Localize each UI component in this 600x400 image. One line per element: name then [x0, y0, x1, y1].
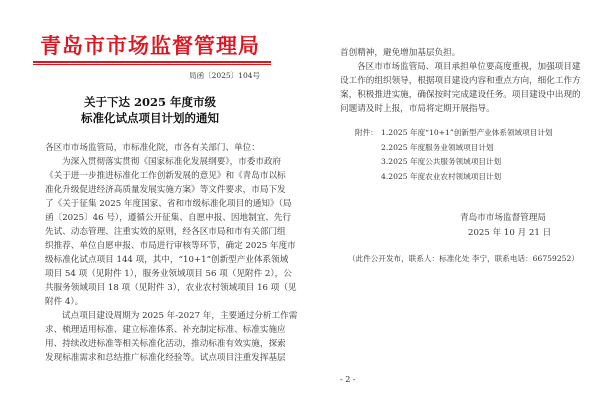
body-line: 求、梳理适用标准、建立标准体系、补充制定标准、标准实施应: [45, 325, 286, 335]
body-line: 用、持续改进标准等相关标准化活动，推动标准有效实施，探索: [45, 339, 286, 349]
masthead: 青岛市市场监督管理局: [40, 33, 260, 58]
body-line: 设工作的组织领导，根据项目建设内容和重点方向，细化工作方: [340, 76, 581, 86]
body-line: 发现标准需求和总结推广标准化经验等。试点项目注重发挥基层: [45, 353, 286, 363]
body-line: 项目 54 项（见附件 1），服务业领域项目 56 项（见附件 2），公: [45, 269, 292, 279]
signature: 青岛市市场监督管理局: [460, 213, 546, 223]
doc-number: 局函〔2025〕104号: [189, 71, 260, 80]
body-line: 案，积极推进实施，确保按时完成建设任务。项目建设中出现的: [340, 90, 581, 100]
salutation: 各区市市场监管局，市标准化院，市各有关部门、单位：: [45, 143, 260, 153]
body-line: 为深入贯彻落实贯彻《国家标准化发展纲要》，市委市政府: [62, 157, 282, 167]
body-line: 首创精神，避免增加基层负担。: [340, 48, 461, 58]
contact-info: （此件公开发布，联系人：标准化处 李宁，联系电话：66759252）: [348, 254, 579, 263]
body-line: 问题请及时上报，市局将定期开展指导。: [340, 104, 495, 114]
attachment-item: 2.2025 年度服务业领域项目计划: [381, 142, 494, 152]
red-divider-thin: [33, 64, 271, 65]
date: 2025 年 10 月 21 日: [468, 228, 552, 238]
red-divider: [33, 61, 271, 63]
body-line: 各区市市场监管局、项目承担单位要高度重视，加强项目建: [357, 62, 581, 72]
page-number: - 2 -: [340, 375, 356, 384]
body-line: 函〔2025〕46 号），遵循公开征集、自愿申报、因地制宜、先行: [45, 213, 292, 223]
body-line: 织推荐、单位自愿申报、市局进行审核等环节，确定 2025 年度市: [45, 241, 296, 251]
body-line: 先试、动态管理、注重实效的原则，经各区市局和市有关部门组: [45, 227, 286, 237]
body-line: 准化升级促进经济高质量发展实施方案》等文件要求，市局下发: [45, 185, 286, 195]
body-line: 附件 4）。: [45, 297, 84, 307]
doc-title-line-1: 关于下达 2025 年度市级: [83, 95, 216, 109]
body-line: 共服务领域项目 18 项（见附件 3），农业农村领域项目 16 项（见: [45, 283, 297, 293]
body-line: 级标准化试点项目 144 项，其中，“10+1”创新型产业体系领域: [45, 255, 289, 265]
attachments-label: 附件：: [355, 128, 378, 137]
attachment-item: 4.2025 年度农业农村领域项目计划: [381, 171, 502, 181]
doc-title-line-2: 标准化试点项目计划的通知: [81, 111, 219, 125]
document-page-right: [300, 0, 600, 400]
attachment-item: 1.2025 年度“10+1”创新型产业体系领域项目计划: [381, 128, 553, 137]
body-line: 《关于进一步推进标准化工作创新发展的意见》和《青岛市以标: [45, 171, 286, 181]
body-line: 了《关于征集 2025 年度国家、省和市级标准化项目的通知》（局: [45, 199, 292, 209]
body-line: 试点项目建设周期为 2025 年-2027 年，主要通过分析工作需: [62, 311, 298, 321]
attachment-item: 3.2025 年度公共服务领域项目计划: [381, 157, 502, 166]
